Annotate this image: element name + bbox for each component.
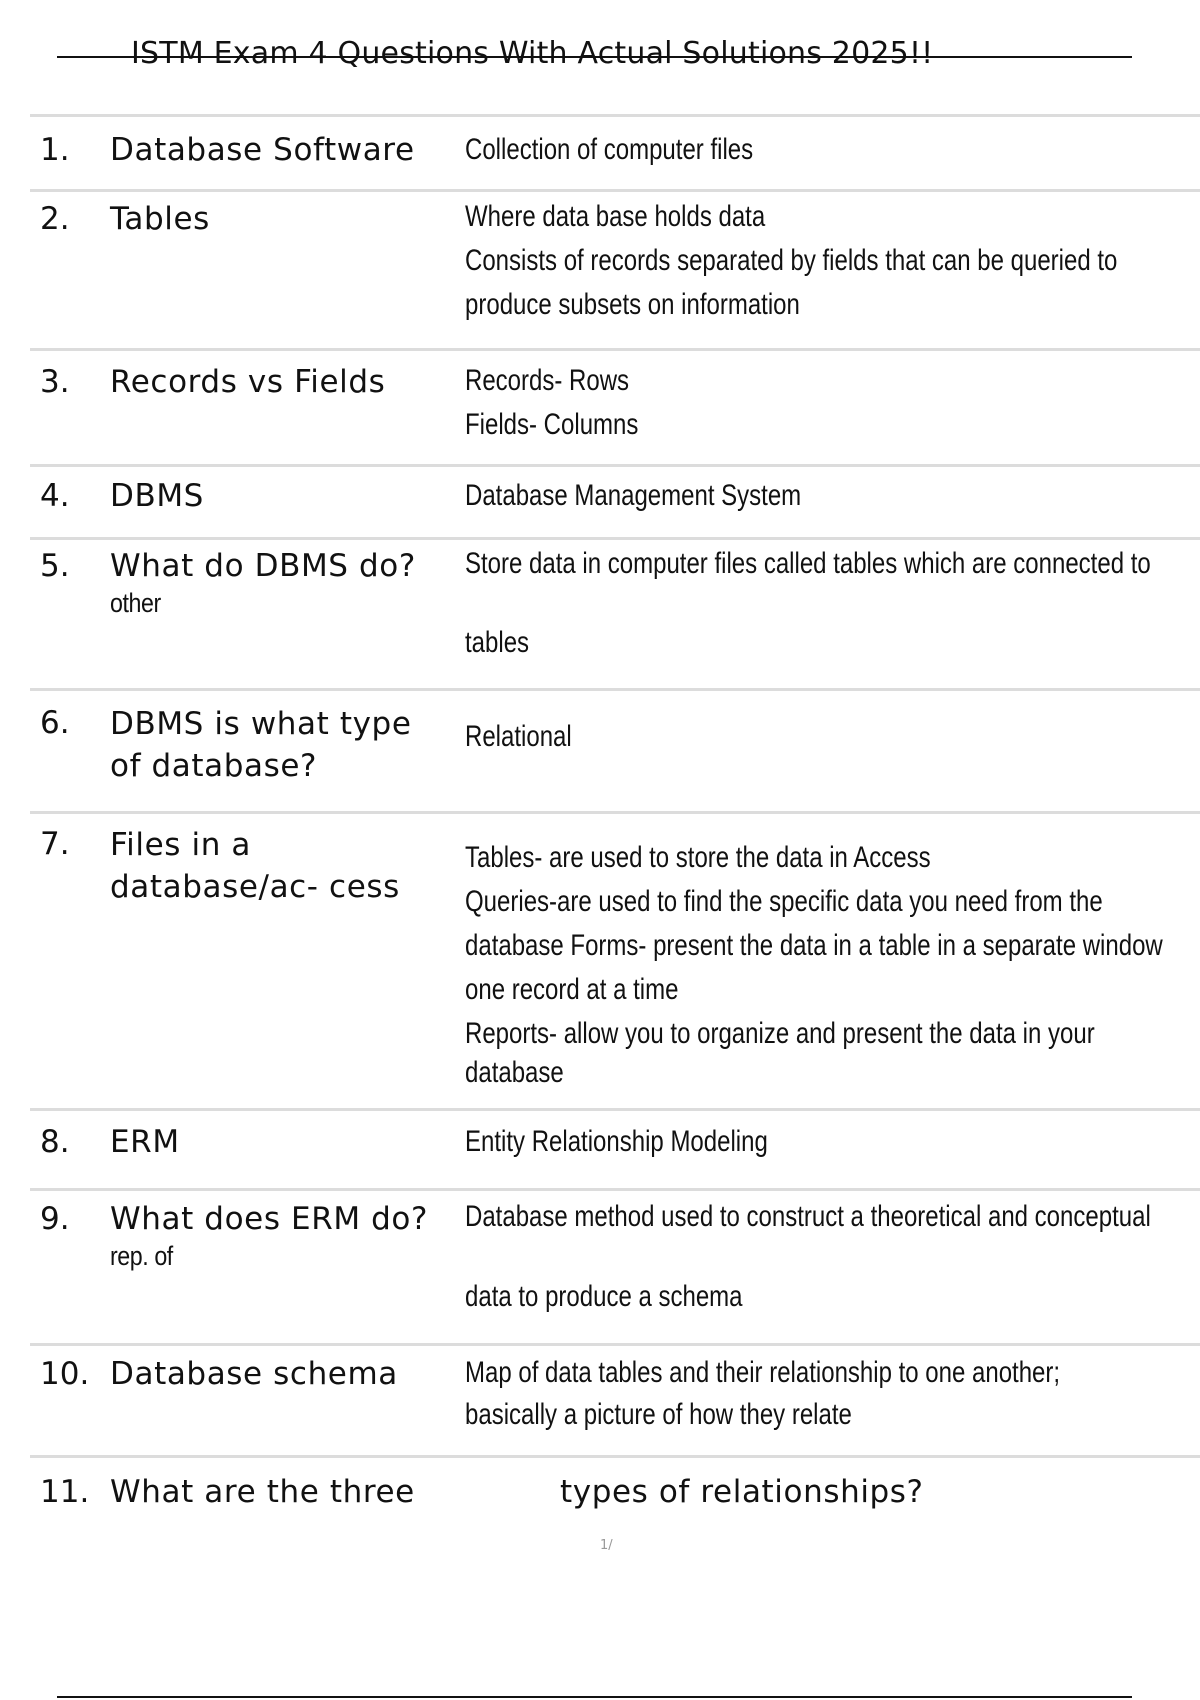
row-answer (465, 544, 1151, 663)
row-answer (560, 1471, 924, 1513)
answer-line: Reports- allow you to organize and present the data in your (465, 1017, 1095, 1050)
answer-line: one record at a time (465, 973, 679, 1006)
row-number: 11. (40, 1474, 90, 1510)
answer-line: Database method used to construct a theoretical and conceptual (465, 1200, 1151, 1233)
answer-line: Relational (465, 720, 572, 753)
page-number: 1/ (600, 1538, 613, 1553)
row-answer (465, 715, 1073, 759)
table-row (30, 348, 1200, 464)
row-answer (465, 1120, 1073, 1164)
row-term: DBMS (110, 478, 204, 514)
answer-line: Map of data tables and their relationship to one another; (465, 1356, 1061, 1389)
row-term: What are the three (110, 1474, 415, 1510)
row-answer (465, 1352, 1073, 1436)
answer-line: basically a picture of how they relate (465, 1398, 852, 1431)
answer-line: produce subsets on information (465, 288, 800, 321)
row-answer (465, 836, 1163, 1090)
answer-line: Database Management System (465, 479, 802, 512)
document-title: ISTM Exam 4 Questions With Actual Solutions 2025!! (131, 36, 934, 71)
qa-table (30, 114, 1200, 1535)
answer-line: types of relationships? (560, 1474, 924, 1510)
answer-line: data to produce a schema (465, 1280, 743, 1313)
title-block (57, 34, 1132, 74)
footer-rule (57, 1696, 1132, 1698)
table-row (30, 1455, 1200, 1535)
term-note: other (110, 588, 161, 618)
table-row (30, 1343, 1200, 1455)
answer-line: database (465, 1056, 564, 1089)
row-answer (465, 1197, 1151, 1317)
row-number: 4. (40, 478, 70, 514)
row-number: 2. (40, 201, 70, 237)
row-term: Files in a database/ac- cess (110, 827, 400, 905)
row-number: 3. (40, 364, 70, 400)
row-term: Database Software (110, 132, 415, 168)
row-number: 6. (40, 705, 70, 741)
row-number: 9. (40, 1201, 70, 1237)
row-number: 7. (40, 826, 70, 862)
answer-line: Store data in computer files called tables which are connected to (465, 547, 1151, 580)
table-row (30, 114, 1200, 189)
answer-line: Collection of computer files (465, 133, 754, 166)
row-number: 10. (40, 1356, 90, 1392)
row-term: What does ERM do? rep. of (110, 1201, 429, 1271)
table-row (30, 464, 1200, 537)
answer-line: Fields- Columns (465, 408, 639, 441)
table-row (30, 688, 1200, 811)
table-row (30, 537, 1200, 688)
row-number: 8. (40, 1124, 70, 1160)
row-term: Records vs Fields (110, 364, 386, 400)
row-term: What do DBMS do? other (110, 548, 416, 618)
row-term: Tables (110, 201, 210, 237)
row-term: ERM (110, 1124, 180, 1160)
answer-line: database Forms- present the data in a table in a separate window (465, 929, 1163, 962)
answer-line: Tables- are used to store the data in Access (465, 841, 931, 874)
row-answer (465, 195, 1118, 327)
table-row (30, 811, 1200, 1108)
row-term: DBMS is what type of database? (110, 706, 412, 784)
term-note: rep. of (110, 1241, 173, 1271)
table-row (30, 1108, 1200, 1188)
row-number: 1. (40, 132, 70, 168)
row-answer (465, 128, 1073, 172)
answer-line: Records- Rows (465, 364, 630, 397)
answer-line: tables (465, 626, 530, 659)
answer-line: Consists of records separated by fields that can be queried to (465, 244, 1118, 277)
row-answer (465, 359, 1073, 447)
table-row (30, 1188, 1200, 1343)
answer-line: Queries-are used to find the specific data you need from the (465, 885, 1103, 918)
answer-line: Where data base holds data (465, 200, 766, 233)
row-term: Database schema (110, 1356, 398, 1392)
row-number: 5. (40, 548, 70, 584)
table-row (30, 189, 1200, 348)
answer-line: Entity Relationship Modeling (465, 1125, 768, 1158)
row-answer (465, 474, 1073, 518)
